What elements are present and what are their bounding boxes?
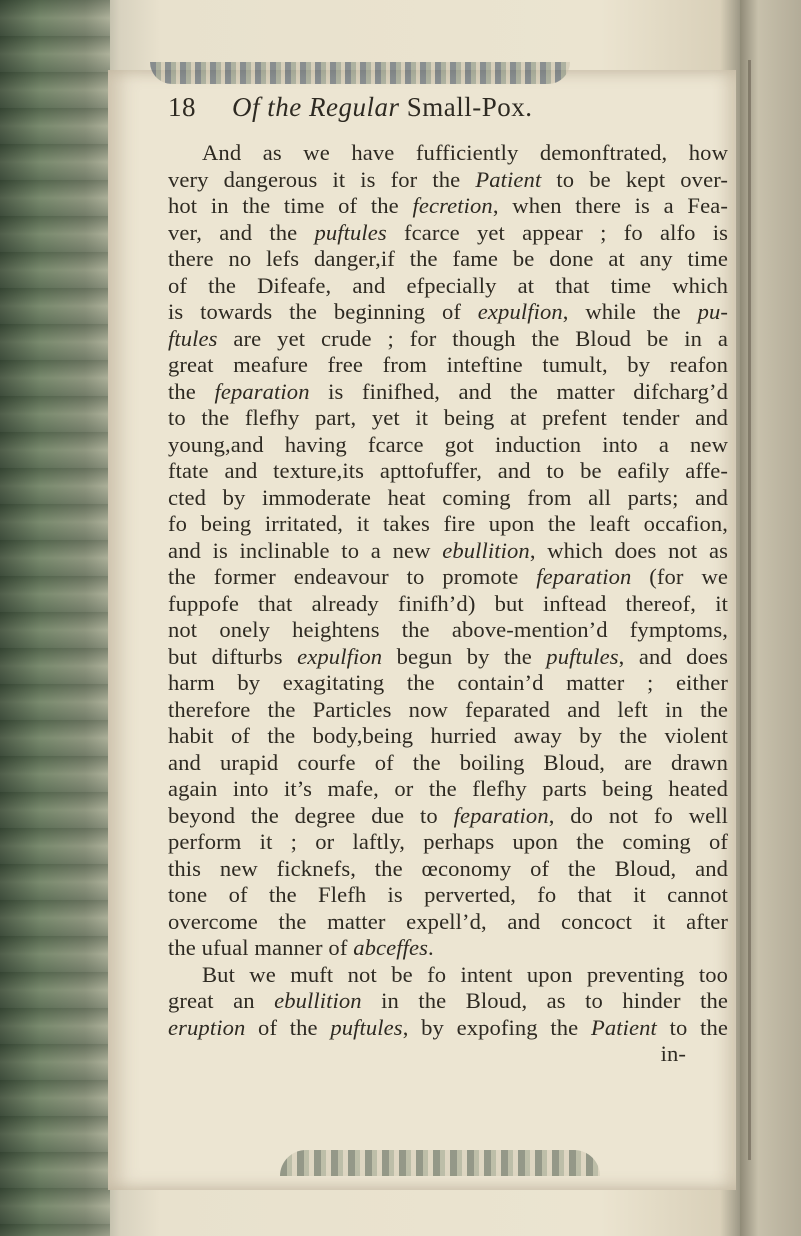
binding-gutter bbox=[0, 0, 110, 1236]
text-line: very dangerous it is for the Patient to be kept over- bbox=[168, 166, 728, 192]
text-line: young,and having fcarce got induction into a new bbox=[168, 431, 728, 457]
text-line: cted by immoderate heat coming from all parts; and bbox=[168, 484, 728, 510]
page-bottom-edge bbox=[280, 1150, 600, 1176]
running-header bbox=[168, 92, 728, 140]
page-number: 18 bbox=[168, 92, 196, 122]
page-top-edge bbox=[150, 62, 570, 84]
text-line: tone of the Flefh is perverted, fo that it cannot bbox=[168, 882, 728, 907]
text-line: to the flefhy part, yet it being at prefent tender and bbox=[168, 405, 728, 430]
text-line: again into it’s mafe, or the flefhy parts being heated bbox=[168, 776, 728, 801]
text-line: there no lefs danger,if the fame be done at any time bbox=[168, 246, 728, 271]
text-line: ftules are yet crude ; for though the Bloud be in a bbox=[168, 325, 728, 351]
text-line: great meafure free from inteftine tumult, by reafon bbox=[168, 352, 728, 377]
text-line: But we muft not be fo intent upon preventing too bbox=[202, 961, 728, 987]
text-line: but difturbs expulfion begun by the puftules, and does bbox=[168, 643, 729, 669]
text-line: And as we have fufficiently demonftrated, how bbox=[202, 140, 728, 165]
text-line: harm by exagitating the contain’d matter ; either bbox=[168, 670, 728, 695]
text-line: this new ficknefs, the œconomy of the Bloud, and bbox=[168, 855, 728, 881]
text-line: is towards the beginning of expulfion, while the pu- bbox=[168, 299, 729, 324]
body-text bbox=[168, 140, 728, 1068]
text-line: great an ebullition in the Bloud, as to hinder the bbox=[168, 988, 728, 1013]
text-line: ver, and the puftules fcarce yet appear ; fo alfo is bbox=[168, 219, 728, 245]
text-line: and is inclinable to a new ebullition, which does not as bbox=[168, 537, 728, 563]
text-line: and urapid courfe of the boiling Bloud, are drawn bbox=[168, 749, 728, 775]
running-head: Of the Regular Small-Pox. bbox=[232, 92, 533, 122]
text-line: the ufual manner of abceffes. bbox=[168, 935, 434, 960]
text-line: habit of the body,being hurried away by the violent bbox=[168, 723, 728, 748]
text-line: hot in the time of the fecretion, when there is a Fea- bbox=[168, 193, 728, 218]
text-line: therefore the Particles now feparated and left in the bbox=[168, 696, 728, 722]
catchword: in- bbox=[660, 1041, 686, 1066]
page-text bbox=[168, 92, 728, 1068]
text-line: fuppofe that already finifh’d) but inftead thereof, it bbox=[168, 590, 728, 616]
text-line: fo being irritated, it takes fire upon the leaft occafion, bbox=[168, 511, 728, 536]
text-line: of the Difeafe, and efpecially at that time which bbox=[168, 272, 728, 298]
text-line: eruption of the puftules, by expofing the Patient to the bbox=[168, 1014, 728, 1040]
text-line: the former endeavour to promote feparation (for we bbox=[168, 564, 729, 589]
facing-page-rule bbox=[748, 60, 751, 1160]
text-line: perform it ; or laftly, perhaps upon the coming of bbox=[168, 829, 728, 854]
text-line: not onely heightens the above-mention’d fymptoms, bbox=[168, 617, 728, 642]
text-line: the feparation is finifhed, and the matter difcharg’d bbox=[168, 378, 728, 404]
text-line: ftate and texture,its apttofuffer, and to be eafily affe- bbox=[168, 458, 728, 483]
text-line: beyond the degree due to feparation, do not fo well bbox=[168, 802, 728, 828]
text-line: overcome the matter expell’d, and concoct it after bbox=[168, 908, 728, 934]
